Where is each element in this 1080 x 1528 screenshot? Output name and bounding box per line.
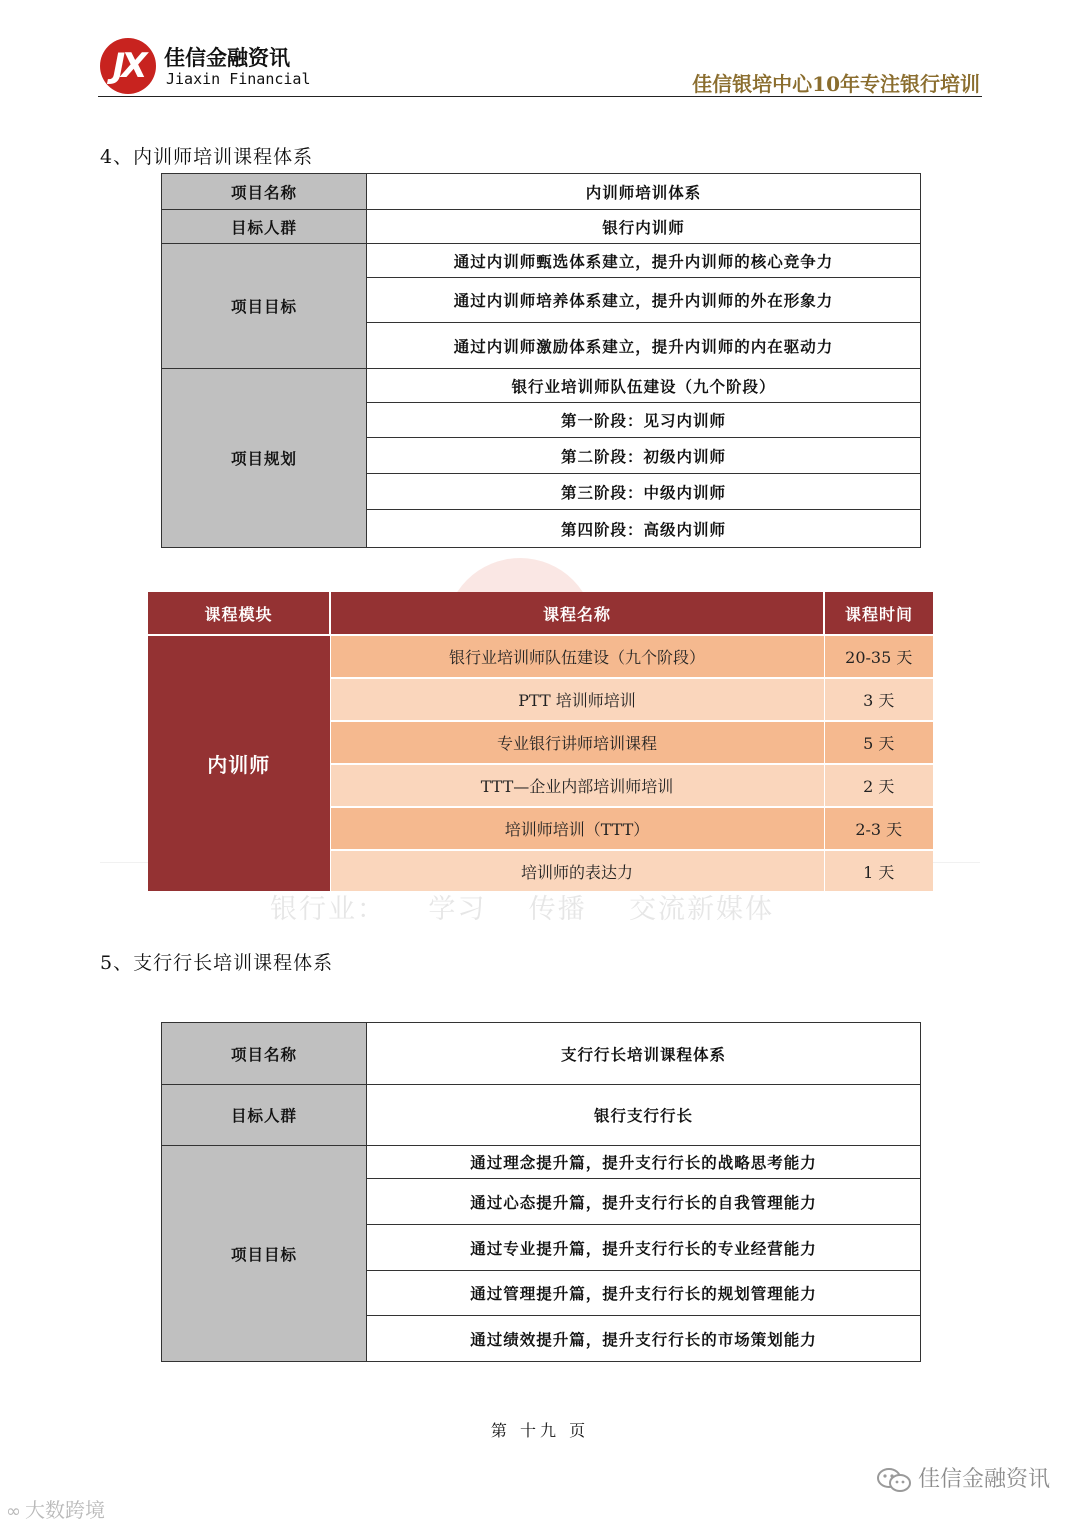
section-4-title: 4、内训师培训课程体系 bbox=[100, 146, 314, 168]
course-time: 5 天 bbox=[824, 721, 933, 764]
course-header-row bbox=[148, 592, 933, 635]
goal-item: 通过内训师培养体系建立，提升内训师的外在形象力 bbox=[367, 278, 921, 323]
branch-manager-info-table bbox=[161, 1022, 921, 1362]
table-row bbox=[162, 1085, 921, 1146]
header-divider bbox=[98, 96, 982, 97]
project-name-value: 支行行长培训课程体系 bbox=[367, 1023, 921, 1085]
table-row bbox=[162, 174, 921, 210]
course-name: 银行业培训师队伍建设（九个阶段） bbox=[330, 635, 824, 678]
infinity-icon: ∞ bbox=[6, 1501, 21, 1522]
project-goal-label: 项目目标 bbox=[162, 244, 367, 369]
target-audience-label: 目标人群 bbox=[162, 1085, 367, 1146]
wechat-account bbox=[876, 1462, 1050, 1493]
table-row bbox=[162, 210, 921, 244]
course-time: 3 天 bbox=[824, 678, 933, 721]
target-audience-value: 银行支行行长 bbox=[367, 1085, 921, 1146]
table-row bbox=[162, 1023, 921, 1085]
corner-watermark bbox=[6, 1494, 105, 1523]
logo-letters: JX bbox=[112, 46, 144, 86]
page-number: 第 十九 页 bbox=[490, 1421, 590, 1440]
course-time: 2-3 天 bbox=[824, 807, 933, 850]
project-name-value: 内训师培训体系 bbox=[367, 174, 921, 210]
plan-item: 银行业培训师队伍建设（九个阶段） bbox=[367, 369, 921, 403]
course-time: 1 天 bbox=[824, 850, 933, 892]
trainer-info-table bbox=[161, 173, 921, 548]
target-audience-value: 银行内训师 bbox=[367, 210, 921, 244]
brand-name-en: Jiaxin Financial bbox=[166, 70, 311, 88]
wechat-icon bbox=[876, 1467, 912, 1493]
goal-item: 通过心态提升篇，提升支行行长的自我管理能力 bbox=[367, 1179, 921, 1225]
course-name: 专业银行讲师培训课程 bbox=[330, 721, 824, 764]
course-name: PTT 培训师培训 bbox=[330, 678, 824, 721]
project-goal-label: 项目目标 bbox=[162, 1146, 367, 1362]
table-row bbox=[162, 244, 921, 278]
wechat-account-name: 佳信金融资讯 bbox=[917, 1467, 1050, 1492]
course-table bbox=[148, 592, 933, 893]
target-audience-label: 目标人群 bbox=[162, 210, 367, 244]
project-name-label: 项目名称 bbox=[162, 174, 367, 210]
goal-item: 通过绩效提升篇，提升支行行长的市场策划能力 bbox=[367, 1316, 921, 1362]
course-header-time: 课程时间 bbox=[824, 592, 933, 635]
course-module-cell: 内训师 bbox=[148, 635, 330, 892]
course-name: TTT—企业内部培训师培训 bbox=[330, 764, 824, 807]
header-slogan: 佳信银培中心10年专注银行培训 bbox=[692, 72, 980, 96]
project-plan-label: 项目规划 bbox=[162, 369, 367, 548]
course-time: 20-35 天 bbox=[824, 635, 933, 678]
watermark-text: 银行业： 学习 传播 交流新媒体 bbox=[270, 894, 774, 925]
plan-item: 第二阶段：初级内训师 bbox=[367, 438, 921, 474]
goal-item: 通过内训师甄选体系建立，提升内训师的核心竞争力 bbox=[367, 244, 921, 278]
plan-item: 第一阶段：见习内训师 bbox=[367, 403, 921, 438]
brand-name-cn: 佳信金融资讯 bbox=[164, 46, 290, 70]
course-header-name: 课程名称 bbox=[330, 592, 824, 635]
goal-item: 通过专业提升篇，提升支行行长的专业经营能力 bbox=[367, 1225, 921, 1271]
section-5-title: 5、支行行长培训课程体系 bbox=[100, 952, 334, 974]
course-name: 培训师培训（TTT） bbox=[330, 807, 824, 850]
goal-item: 通过理念提升篇，提升支行行长的战略思考能力 bbox=[367, 1146, 921, 1179]
goal-item: 通过内训师激励体系建立，提升内训师的内在驱动力 bbox=[367, 323, 921, 369]
course-name: 培训师的表达力 bbox=[330, 850, 824, 892]
project-name-label: 项目名称 bbox=[162, 1023, 367, 1085]
course-time: 2 天 bbox=[824, 764, 933, 807]
course-row bbox=[148, 635, 933, 678]
table-row bbox=[162, 1146, 921, 1179]
goal-item: 通过管理提升篇，提升支行行长的规划管理能力 bbox=[367, 1271, 921, 1316]
table-row bbox=[162, 369, 921, 403]
plan-item: 第四阶段：高级内训师 bbox=[367, 510, 921, 548]
course-header-module: 课程模块 bbox=[148, 592, 330, 635]
corner-watermark-text: 大数跨境 bbox=[25, 1498, 105, 1522]
plan-item: 第三阶段：中级内训师 bbox=[367, 474, 921, 510]
